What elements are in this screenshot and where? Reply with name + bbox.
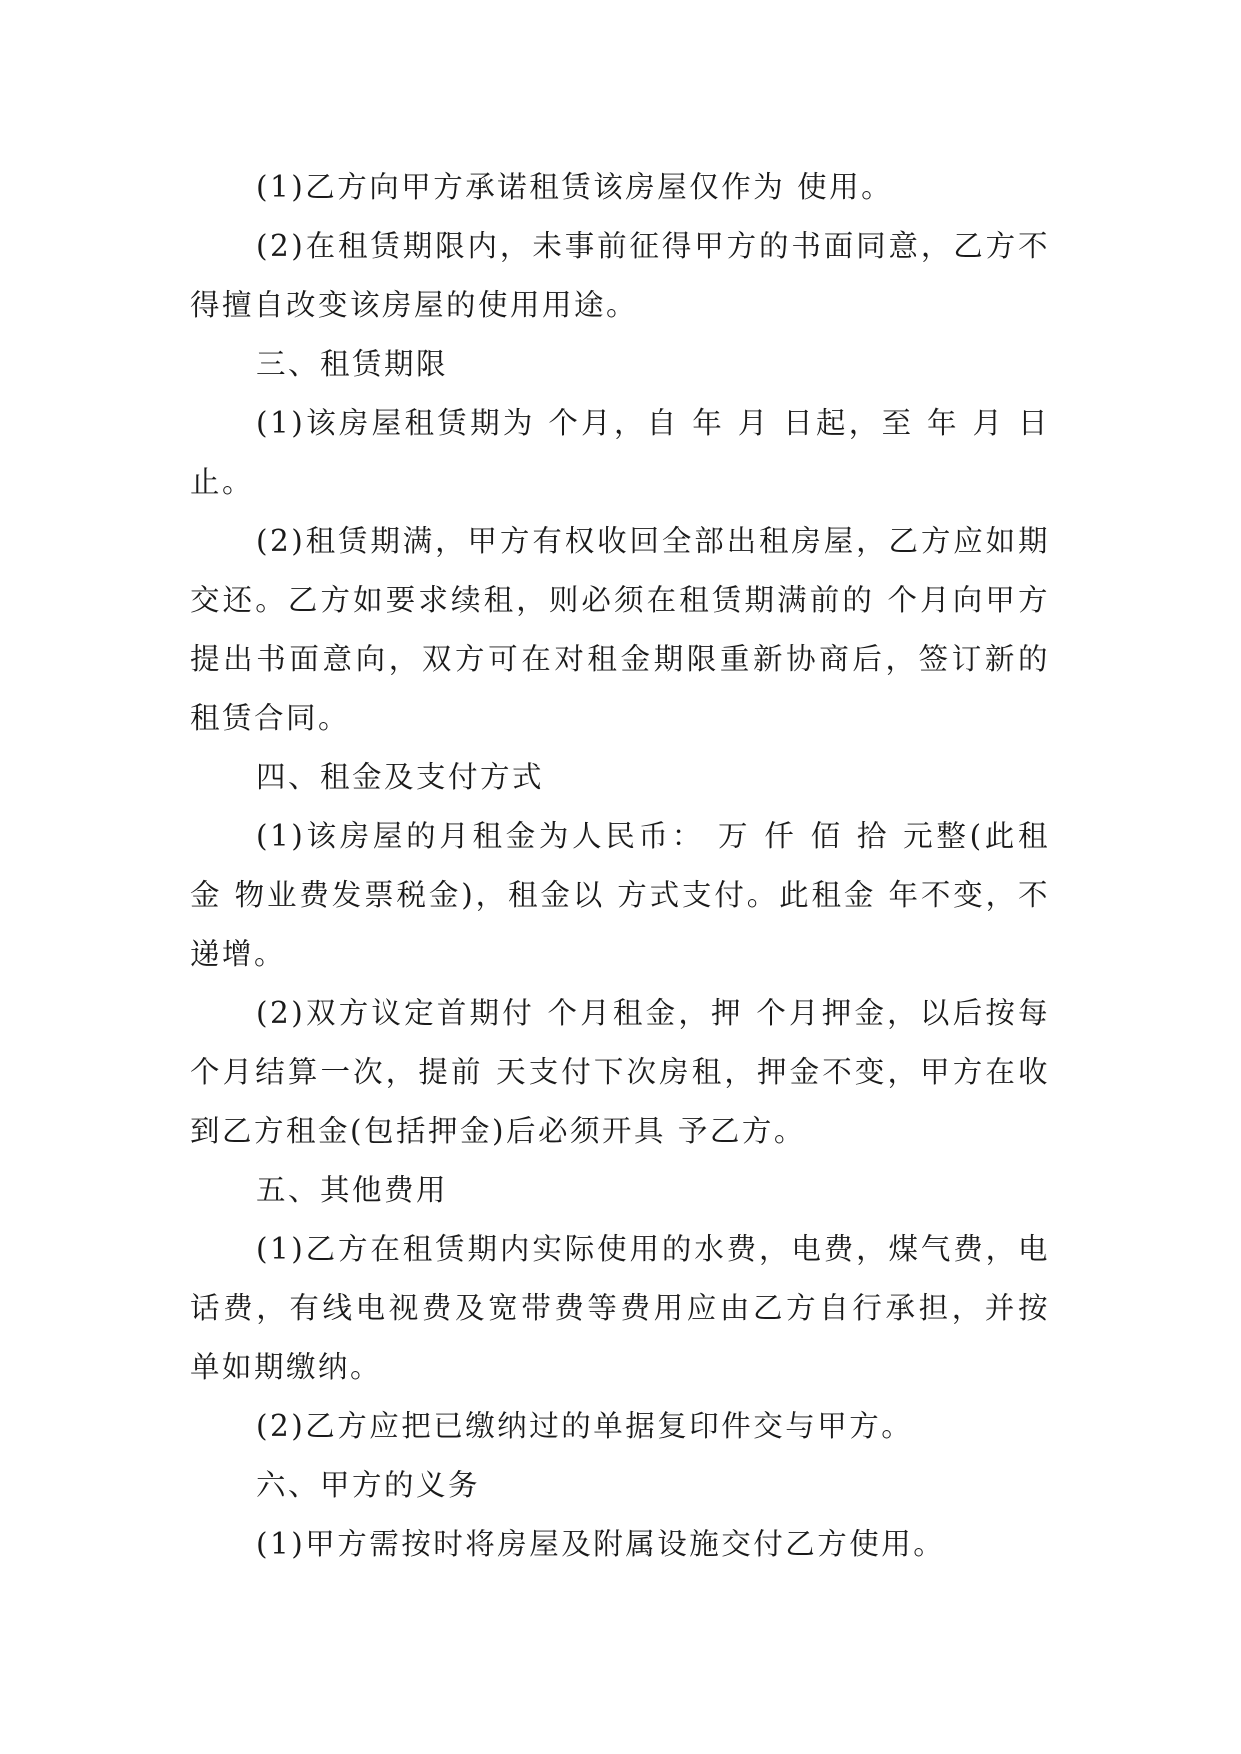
paragraph-usage-promise: (1)乙方向甲方承诺租赁该房屋仅作为 使用。: [256, 170, 894, 204]
section-heading-other-fees: 五、其他费用: [256, 1173, 449, 1207]
section-heading-landlord-duties: 六、甲方的义务: [256, 1468, 481, 1502]
paragraph-delivery: (1)甲方需按时将房屋及附属设施交付乙方使用。: [256, 1527, 946, 1561]
paragraph-utility-fees: (1)乙方在租赁期内实际使用的水费，电费，煤气费，电话费，有线电视费及宽带费等费用应由乙方自行承担，并按单如期缴纳。: [190, 1232, 1050, 1384]
document-body: [190, 158, 1050, 1574]
paragraph-monthly-rent: (1)该房屋的月租金为人民币： 万 仟 佰 拾 元整(此租金 物业费发票税金)，租金以 方式支付。此租金 年不变，不递增。: [190, 819, 1050, 971]
paragraph-deposit: (2)双方议定首期付 个月租金，押 个月押金，以后按每 个月结算一次，提前 天支付下次房租，押金不变，甲方在收到乙方租金(包括押金)后必须开具 予乙方。: [190, 996, 1050, 1148]
paragraph-receipt-copies: (2)乙方应把已缴纳过的单据复印件交与甲方。: [256, 1409, 914, 1443]
paragraph-lease-expiry: (2)租赁期满，甲方有权收回全部出租房屋，乙方应如期交还。乙方如要求续租，则必须在租赁期满前的 个月向甲方提出书面意向，双方可在对租金期限重新协商后，签订新的租赁合同。: [190, 524, 1050, 735]
paragraph-lease-period: (1)该房屋租赁期为 个月，自 年 月 日起，至 年 月 日止。: [190, 406, 1050, 499]
section-heading-lease-term: 三、租赁期限: [256, 347, 449, 381]
paragraph-usage-change: (2)在租赁期限内，未事前征得甲方的书面同意，乙方不得擅自改变该房屋的使用用途。: [190, 229, 1050, 322]
section-heading-rent-payment: 四、租金及支付方式: [256, 760, 545, 794]
